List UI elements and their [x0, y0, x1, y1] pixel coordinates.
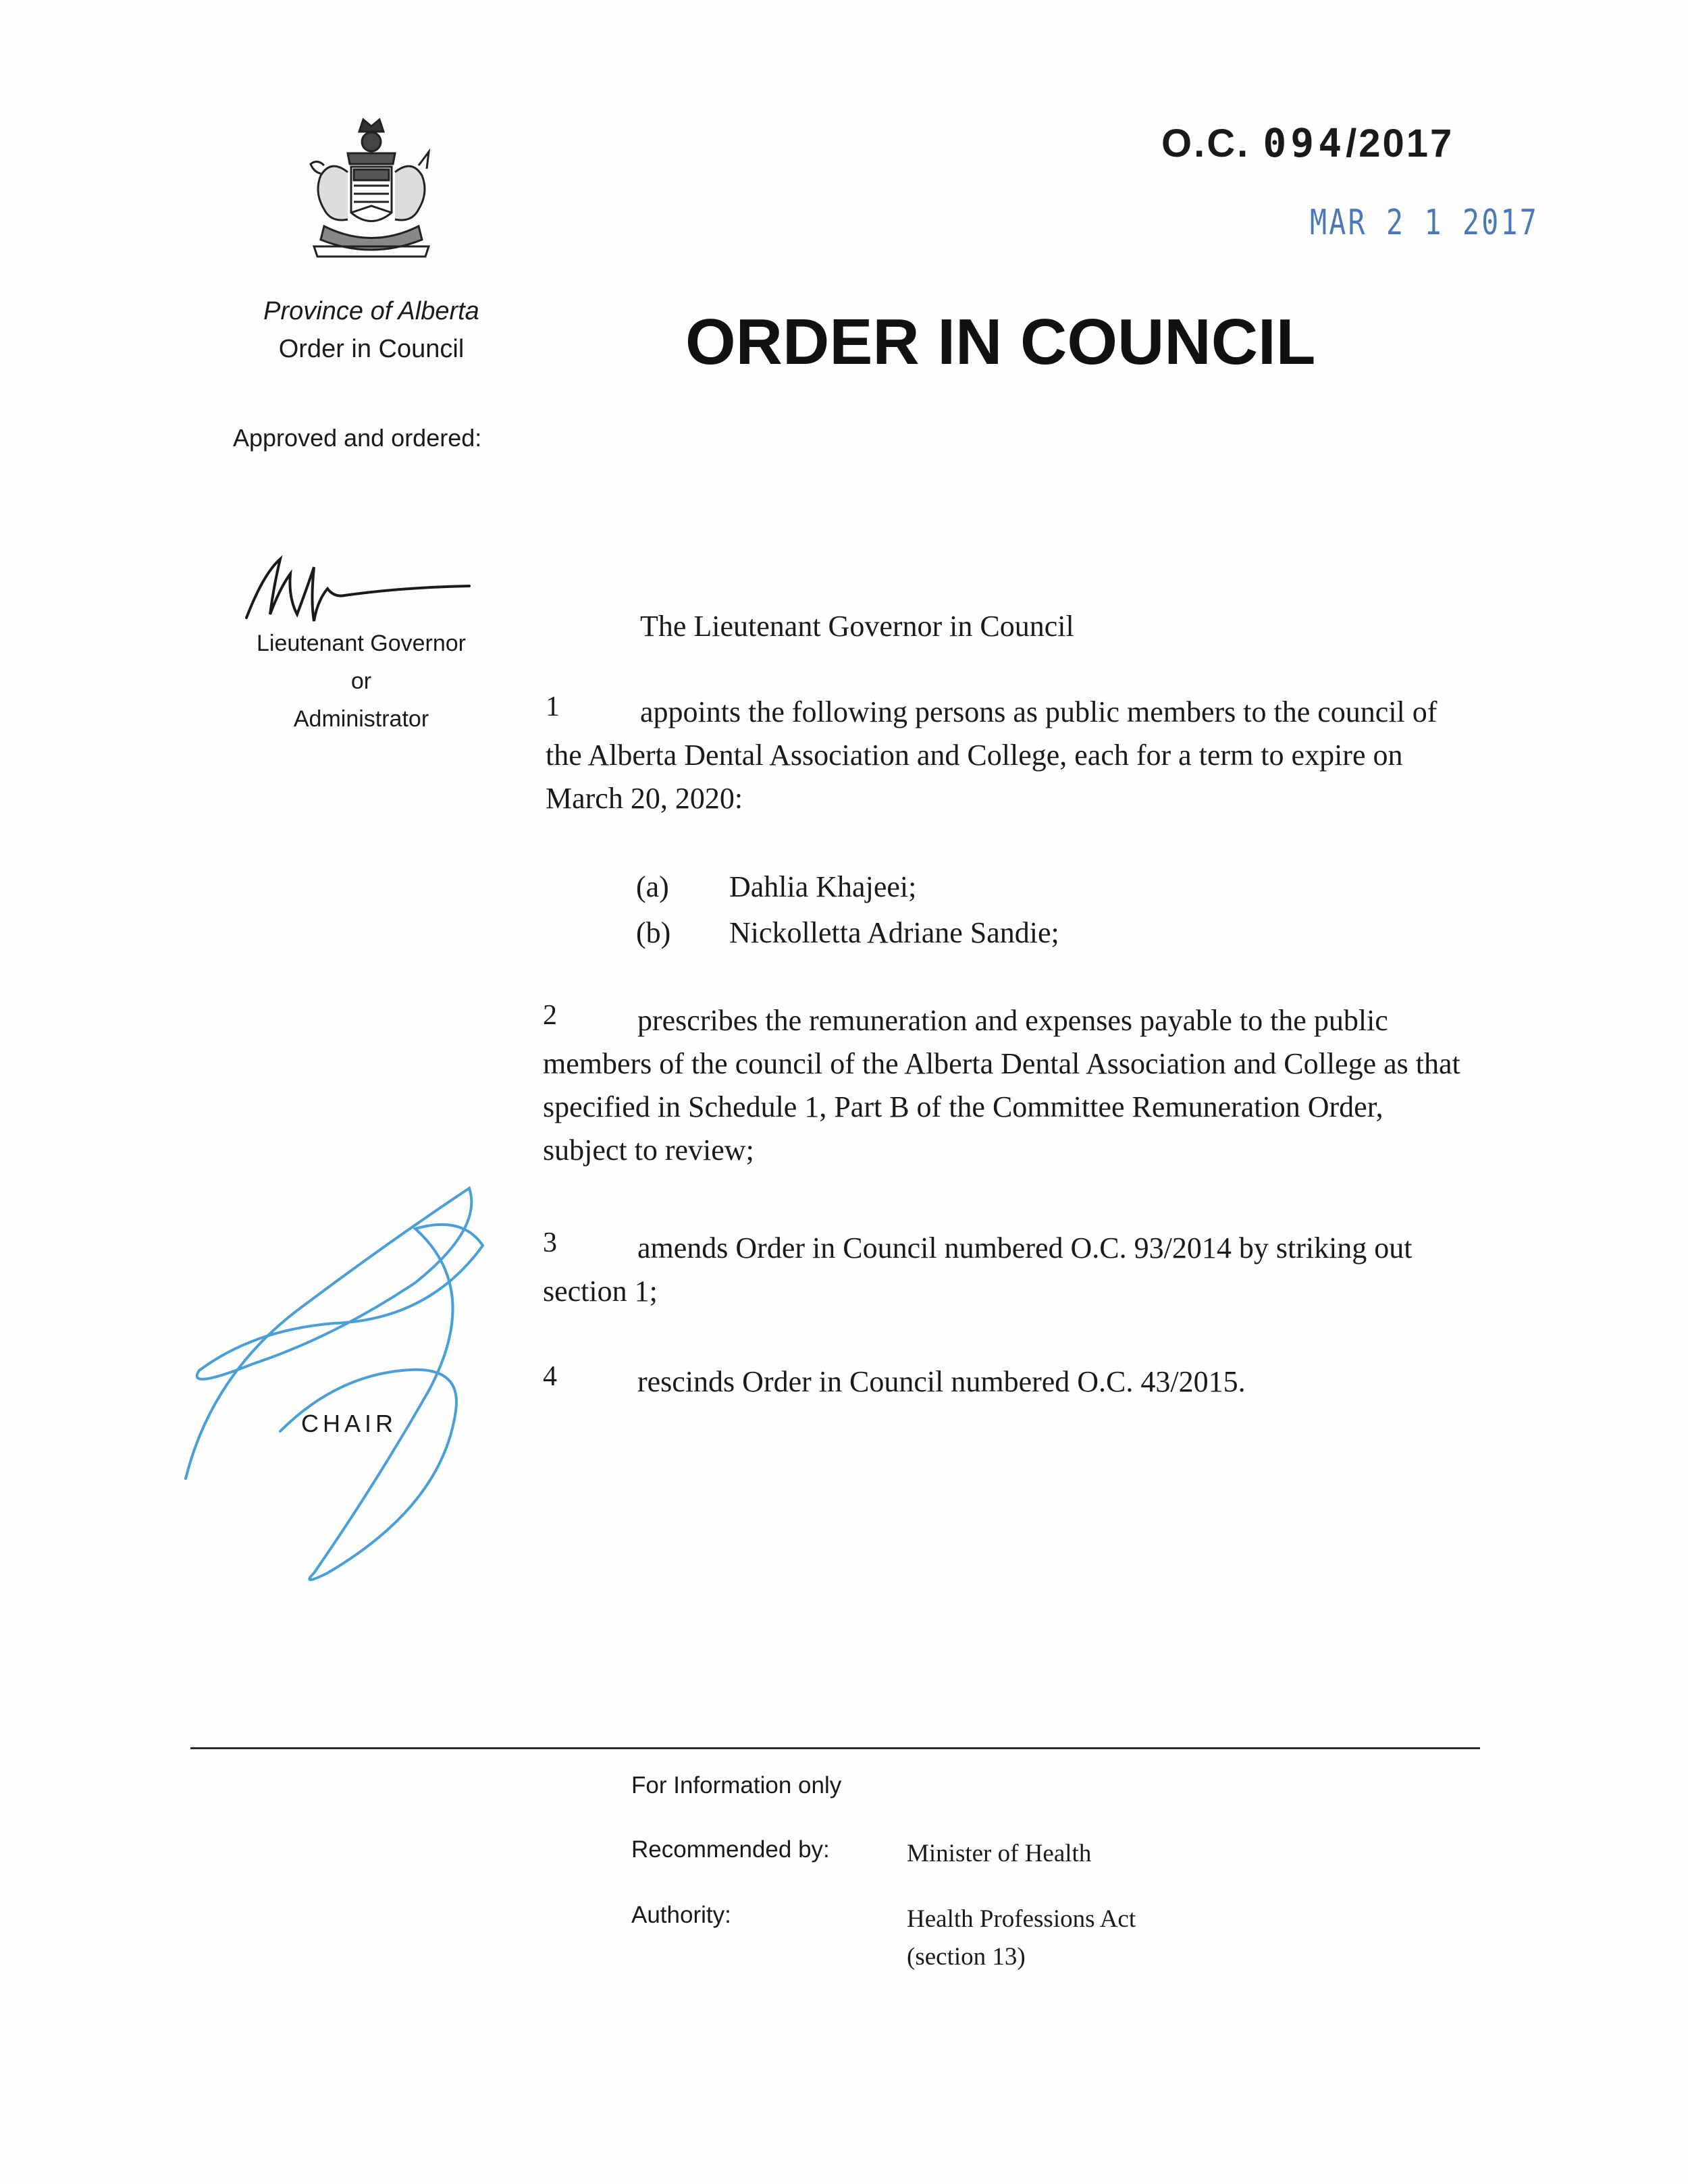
list-item-a-label: (a) — [636, 870, 669, 903]
list-item-b-text: Nickolletta Adriane Sandie; — [729, 916, 1059, 949]
oc-year: /2017 — [1346, 122, 1454, 165]
date-stamp: MAR 2 1 2017 — [1310, 203, 1539, 243]
authority-act: Health Professions Act — [907, 1905, 1136, 1933]
administrator-label: Administrator — [293, 706, 429, 732]
chair-signature — [172, 1168, 510, 1593]
recommended-by-label: Recommended by: — [631, 1836, 830, 1863]
paragraph-1-number: 1 — [546, 691, 560, 722]
order-in-council-label: Order in Council — [278, 335, 465, 363]
paragraph-1-text: appoints the following persons as public members to the council of the Alberta Dental Association and College, each for a term to expire on March 20, 2020: — [546, 695, 1438, 815]
paragraph-3-text: amends Order in Council numbered O.C. 93/2014 by striking out section 1; — [543, 1231, 1413, 1308]
intro-text: The Lieutenant Governor in Council — [640, 610, 1074, 643]
footer-divider — [190, 1747, 1480, 1749]
oc-number-digits: 094 — [1263, 120, 1346, 166]
alberta-crest-icon — [284, 111, 459, 273]
page-title: ORDER IN COUNCIL — [685, 306, 1316, 378]
for-information-label: For Information only — [631, 1772, 842, 1799]
recommended-by-value: Minister of Health — [907, 1840, 1092, 1867]
chair-label: CHAIR — [301, 1410, 398, 1437]
approved-label: Approved and ordered: — [233, 424, 482, 452]
paragraph-4-number: 4 — [543, 1361, 557, 1392]
list-item-b-label: (b) — [636, 916, 671, 949]
authority-section: (section 13) — [907, 1943, 1026, 1971]
paragraph-2-number: 2 — [543, 1000, 557, 1031]
province-name: Province of Alberta — [263, 297, 479, 325]
lieutenant-governor-signature — [233, 547, 476, 628]
oc-prefix: O.C. — [1161, 122, 1250, 165]
authority-value — [907, 1900, 1136, 1976]
paragraph-4-text: rescinds Order in Council numbered O.C. 43/2015. — [637, 1365, 1246, 1398]
authority-label: Authority: — [631, 1902, 731, 1928]
or-label: or — [350, 668, 372, 694]
list-item-a-text: Dahlia Khajeei; — [729, 870, 917, 903]
oc-number — [1161, 120, 1454, 166]
paragraph-3-number: 3 — [543, 1227, 557, 1258]
lieutenant-governor-label: Lieutenant Governor — [257, 631, 466, 656]
paragraph-2-text: prescribes the remuneration and expenses payable to the public members of the council of the Alberta Dental Association and College as that specified in Schedule 1, Part B of the Committee Remuneration Order, subject to review; — [543, 1004, 1460, 1167]
